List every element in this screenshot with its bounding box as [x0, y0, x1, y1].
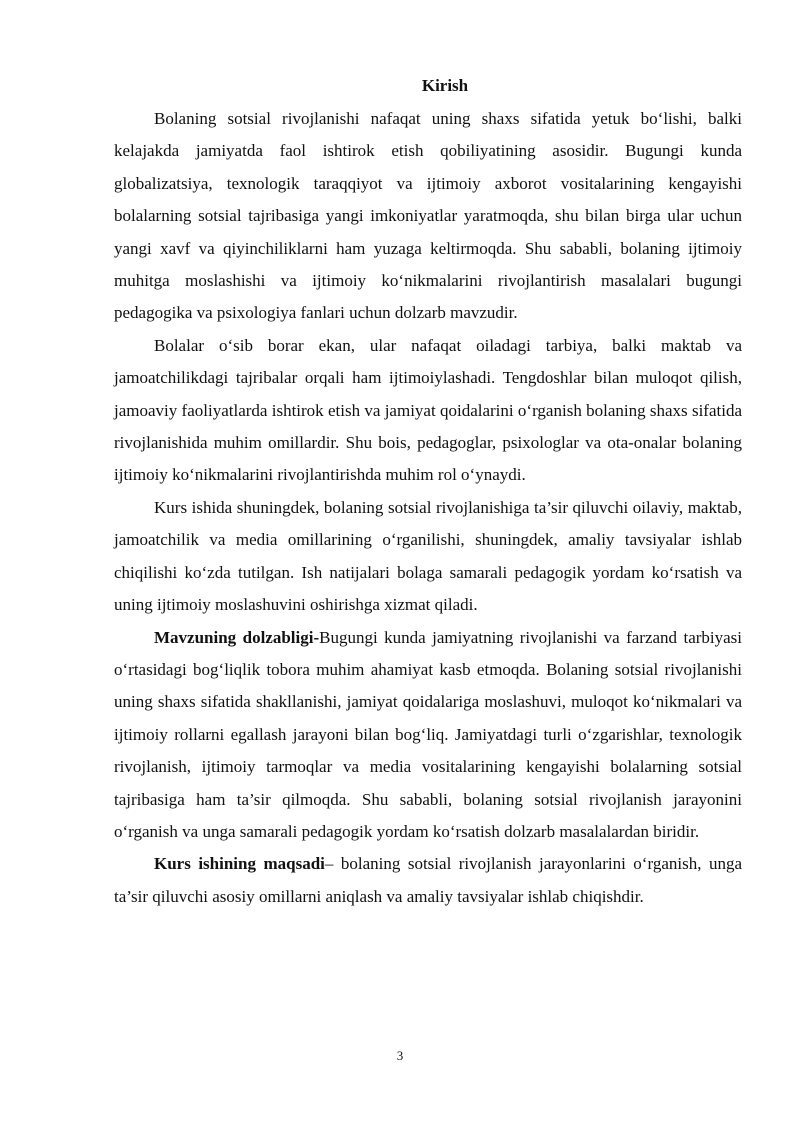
- paragraph-course-scope: [114, 492, 742, 622]
- paragraph-text: Bugungi kunda jamiyatning rivojlanishi va farzand tarbiyasi o‘rtasidagi bog‘liqlik tobora muhim ahamiyat kasb etmoqda. Bolaning sotsial rivojlanishi uning shaxs sifatida shakllanishi, jamiyat qoidalariga moslashuvi, muloqot ko‘nikmalari va ijtimoiy rollarni egallash jarayoni bilan bog‘liq. Jamiyatdagi turli o‘zgarishlar, texnologik rivojlanish, ijtimoiy tarmoqlar va media vositalarining kengayishi bolalarning sotsial tajribasiga ham ta’sir qilmoqda. Shu sababli, bolaning sotsial rivojlanish jarayonini o‘rganish va unga samarali pedagogik yordam ko‘rsatish dolzarb masalalardan biridir.: [114, 627, 743, 841]
- section-title: Kirish: [421, 76, 469, 95]
- paragraph-text: Bolalar o‘sib borar ekan, ular nafaqat oiladagi tarbiya, balki maktab va jamoatchilikdagi tajribalar orqali ham ijtimoiylashadi. Tengdoshlar bilan muloqot qilish, jamoaviy faoliyatlarda ishtirok etish va jamiyat qoidalarini o‘rganish bolaning shaxs sifatida rivojlanishida muhim omillardir. Shu bois, pedagoglar, psixologlar va ota-onalar bolaning ijtimoiy ko‘nikmalarini rivojlantirishda muhim rol o‘ynaydi.: [114, 335, 742, 485]
- page-number: 3: [396, 1048, 404, 1063]
- paragraph-text: Bolaning sotsial rivojlanishi nafaqat uning shaxs sifatida yetuk bo‘lishi, balki kelajakda jamiyatda faol ishtirok etish qobiliyatining asosidir. Bugungi kunda globalizatsiya, texnologik taraqqiyot va ijtimoiy axborot vositalarining kengayishi bolalarning sotsial tajribasiga yangi imkoniyatlar yaratmoqda, shu bilan birga ular uchun yangi xavf va qiyinchiliklarni ham yuzaga keltirmoqda. Shu sababli, bolaning ijtimoiy muhitga moslashishi va ijtimoiy ko‘nikmalarini rivojlantirish masalalari bugungi pedagogika va psixologiya fanlari uchun dolzarb mavzudir.: [114, 109, 742, 323]
- paragraph-lead-heading: Mavzuning dolzabligi-: [154, 627, 320, 647]
- paragraph-text: Kurs ishida shuningdek, bolaning sotsial rivojlanishiga ta’sir qiluvchi oilaviy, maktab, jamoatchilik va media omillarining o‘rganilishi, shuningdek, amaliy tavsiyalar ishlab chiqilishi ko‘zda tutilgan. Ish natijalari bolaga samarali pedagogik yordam ko‘rsatish va uning ijtimoiy moslashuvini oshirishga xizmat qiladi.: [114, 497, 742, 615]
- paragraph-relevance: [114, 622, 742, 849]
- document-page: [114, 72, 742, 913]
- paragraph-goal: [114, 848, 742, 913]
- paragraph-socialization: [114, 330, 742, 492]
- paragraph-text: – bolaning sotsial rivojlanish jarayonlarini o‘rganish, unga ta’sir qiluvchi asosiy omillarni aniqlash va amaliy tavsiyalar ishlab chiqishdir.: [114, 854, 742, 906]
- paragraph-lead-heading: Kurs ishining maqsadi: [154, 854, 325, 874]
- paragraph-intro: [114, 103, 742, 330]
